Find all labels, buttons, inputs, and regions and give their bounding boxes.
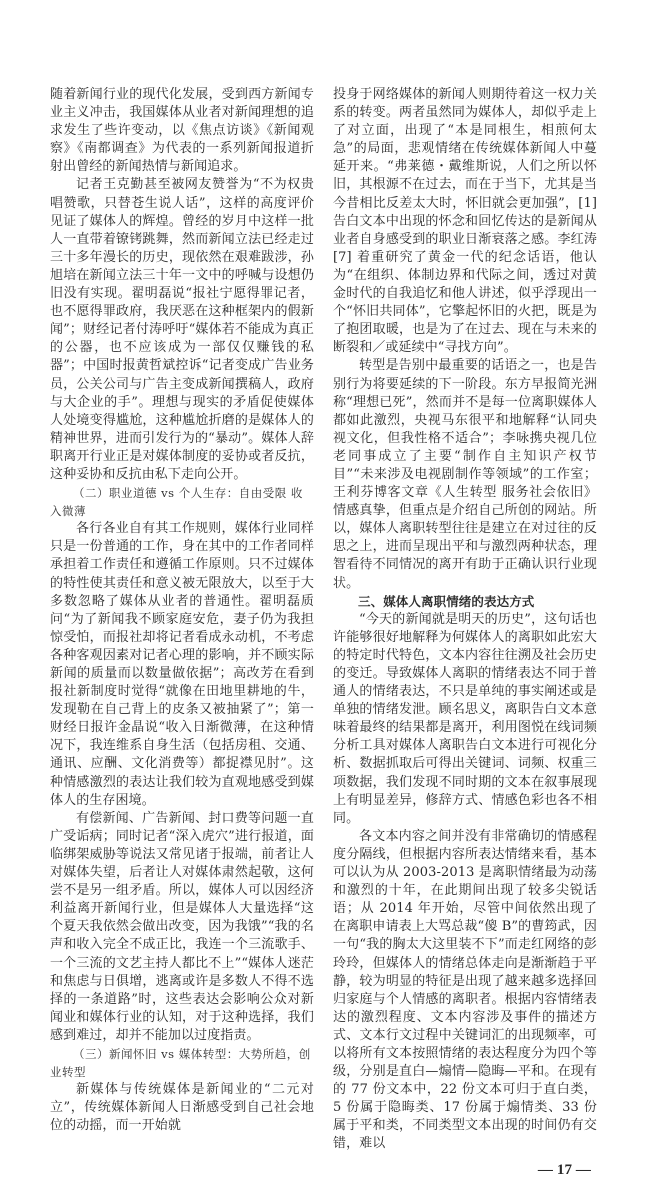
paragraph: 转型是告别中最重要的话语之一，也是告别行为将要延续的下一阶段。东方早报简光洲称“理想已死”，然而并不是每一位离职媒体人都如此激烈，央视马东很平和地解释“认同央视文化，但我性格不适合”；李咏携央视几位老同事成立了主要“制作自主知识产权节目”“未来涉及电视剧制作等领域”的工作室；王利芬博客文章《人生转型 服务社会依旧》情感真挚，但重点是介绍自己所创的网站。所以，媒体人离职转型往往是建立在对过往的反思之上，进而呈现出平和与激烈两种状态，理智看待不同情况的离开有助于正确认识行业现状。 [333, 358, 597, 591]
left-column [50, 86, 314, 1155]
paragraph: 有偿新闻、广告新闻、封口费等问题一直广受诟病；同时记者“深入虎穴”进行报道，面临绑架威胁等说法又常见诸于报端，前者让人对媒体失望，后者让人对媒体肃然起敬，这何尝不是另一组矛盾。所以，媒体人可以因经济利益离开新闻行业，但是媒体人大量选择“这个夏天我依然会做出改变，因为我饿”“我的名声和收入完全不成正比，我连一个三流歌手、一个三流的文艺主持人都比不上”“媒体人迷茫和焦虑与日俱增，逃离或许是多数人不得不选择的一条道路”时，这些表达会影响公众对新闻业和媒体行业的认知，对于这种选择，我们感到难过，却并不能加以过度指责。 [50, 810, 314, 1043]
subsection-heading: （二）职业道德 vs 个人生存：自由受限 收入微薄 [50, 486, 303, 519]
paragraph: 新媒体与传统媒体是新闻业的“二元对立”，传统媒体新闻人日渐感受到自己社会地位的动摇，而一开始就 [50, 1082, 314, 1134]
section-heading: 三、媒体人离职情绪的表达方式 [358, 593, 535, 609]
paragraph: 随着新闻行业的现代化发展，受到西方新闻专业主义冲击，我国媒体从业者对新闻理想的追求发生了些许变动，以《焦点访谈》《新闻观察》《南都调查》为代表的一系列新闻报道折射出曾经的新闻热情与新闻追求。 [50, 87, 314, 175]
right-column [333, 86, 597, 1200]
paragraph: 各文本内容之间并没有非常确切的情感程度分隔线，但根据内容所表达情绪来看，基本可以认为从 2003-2013 是离职情绪最为动荡和激烈的十年，在此期间出现了较多尖锐话语；从 2014 年开始，尽管中间依然出现了在离职申请表上大骂总裁“傻 B”的曹筠武，因一句“我的胸太大这里装不下”而走红网络的彭玲玲，但媒体人的情绪总体走向是渐渐趋于平静，较为明显的特征是出现了越来越多选择回归家庭与个人情感的离职者。根据内容情绪表达的激烈程度、文本内容涉及事件的描述方式、文本行文过程中关键词汇的出现频率，可以将所有文本按照情绪的表达程度分为四个等级，分别是直白—煽情—隐晦—平和。在现有的 77 份文本中，22 份文本可归于直白类，5 份属于隐晦类、17 份属于煽情类、33 份属于平和类，不同类型文本出现的时间仍有交错，难以 [333, 828, 597, 1152]
subsection-heading: （三）新闻怀旧 vs 媒体转型：大势所趋，创业转型 [50, 1046, 311, 1080]
page-number: — 17 — [537, 1161, 591, 1178]
paragraph: 记者王克勤甚至被网友赞誉为“不为权贵唱赞歌，只替苍生说人话”，这样的高度评价见证了媒体人的辉煌。曾经的岁月中这样一批人一直带着镣铐跳舞，然而新闻立法已经走过三十多年漫长的历史，现依然在艰难跋涉，孙旭培在新闻立法三十年一文中的呼喊与设想仍旧没有实现。翟明磊说“报社宁愿得罪记者，也不愿得罪政府，我厌恶在这种框架内的假新闻”；财经记者付涛呼吁“媒体若不能成为真正的公器，也不应该成为一部仅仅赚钱的私器”；中国时报黄哲斌控诉“记者变成广告业务员，公关公司与广告主变成新闻撰稿人，政府与大企业的手”。理想与现实的矛盾促使媒体人处境变得尴尬，这种尴尬折磨的是媒体人的精神世界，进而引发行为的“暴动”。媒体人辞职离开行业正是对媒体制度的妥协或者反抗，这种妥协和反抗由私下走向公开。 [50, 177, 314, 482]
paragraph: 投身于网络媒体的新闻人则期待着这一权力关系的转变。两者虽然同为媒体人，却似乎走上了对立面，出现了“本是同根生，相煎何太急”的局面，悲观情绪在传统媒体新闻人中蔓延开来。“弗莱德・戴维斯说，人们之所以怀旧，其根源不在过去，而在于当下，尤其是当今昔相比反差太大时，怀旧就会更加强”，[1] 告白文本中出现的怀念和回忆传达的是新闻从业者自身感受到的职业日渐衰落之感。李红涛 [7] 着重研究了黄金一代的纪念话语，他认为“在组织、体制边界和代际之间，透过对黄金时代的自我追忆和他人讲述，似乎浮现出一个“怀旧共同体”，它擎起怀旧的火把，既是为了抱团取暖，也是为了在过去、现在与未来的断裂和／或延续中“寻找方向”。 [333, 87, 597, 356]
paragraph: 各行各业自有其工作规则，媒体行业同样只是一份普通的工作，身在其中的工作者同样承担着工作责任和遵循工作原则。只不过媒体的特性使其责任和意义被无限放大，以至于大多数忽略了媒体从业者的普通性。翟明磊质问“为了新闻我不顾家庭安危，妻子仍为我担惊受怕，而报社却将记者看成永动机，不考虑各种客观因素对记者心理的影响，并不顾实际新闻的质量而以数量做依据”；高改芳在看到报社新制度时觉得“就像在田地里耕地的牛，发现勒在自己背上的皮条又被抽紧了”；第一财经日报许金晶说“收入日渐微薄，在这种情况下，我连维系自身生活（包括房租、交通、通讯、应酬、文化消费等）都捉襟见肘”。这种情感激烈的表达让我们较为直观地感受到媒体人的生存困境。 [50, 521, 314, 808]
paragraph: “今天的新闻就是明天的历史”，这句话也许能够很好地解释为何媒体人的离职如此宏大的特定时代特色，文本内容往往溯及社会历史的变迁。导致媒体人离职的情绪表达不同于普通人的情绪表达，不只是单纯的事实阐述或是单独的情绪发泄。顾名思义，离职告白文本意味着最终的结果都是离开，利用图悦在线词频分析工具对媒体人离职告白文本进行可视化分析、数据抓取后可得出关键词、词频、权重三项数据，我们发现不同时期的文本在叙事展现上有明显差异，修辞方式、情感色彩也各不相同。 [333, 611, 597, 826]
